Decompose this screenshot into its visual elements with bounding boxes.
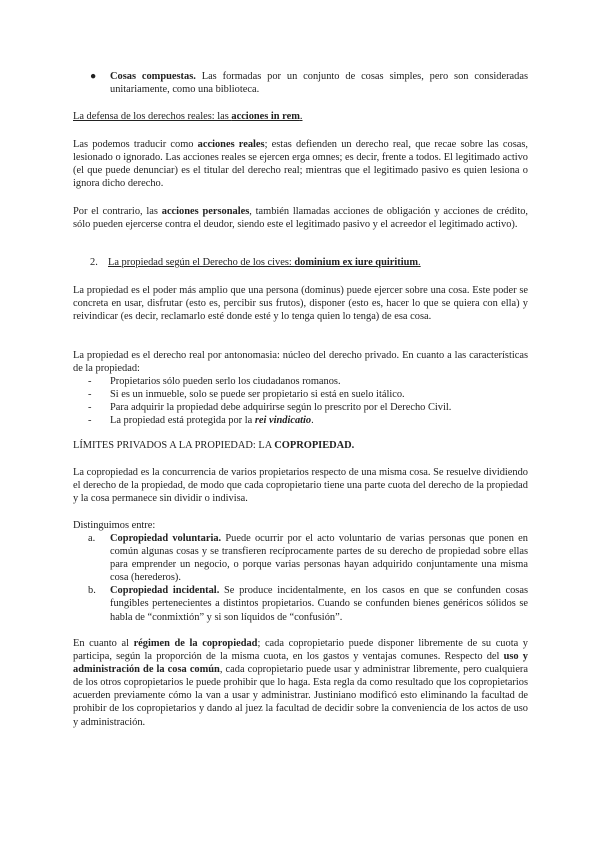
- bold-term: régimen de la copropiedad: [133, 638, 258, 649]
- list-item-suffix: .: [311, 415, 314, 427]
- paragraph-acciones-personales: [73, 205, 528, 231]
- list-item-text: Propietarios sólo pueden serlo los ciudadanos romanos.: [110, 376, 341, 387]
- list-item-bold-text: Copropiedad voluntaria.: [110, 533, 222, 544]
- heading-text: La propiedad según el Derecho de los cives:: [108, 257, 295, 268]
- paragraph-text: , cada copropietario puede usar y administrar libremente, pero cualquiera de los otros copropietarios le puede prohibir que lo haga. Esta regla da como resultado que los copropietarios acuerden previamente cómo la van a usar y administrar. Justiniano modificó esto eliminando la facultad de prohibir de los copropietarios y dando al juez la facultad de decidir sobre la conveniencia de los actos de uso y administración.: [73, 664, 528, 728]
- copropiedad-types-list: [88, 532, 528, 624]
- heading-text: LÍMITES PRIVADOS A LA PROPIEDAD: LA: [73, 440, 275, 451]
- paragraph-text: La propiedad es el poder más amplio que una persona (dominus) puede ejercer sobre una cosa. Este poder se concreta en usar, disfrutar (esto es, percibir sus frutos), disponer (esto es, hacer lo que se quiera con ella) y reivindicar (es decir, reclamarlo esté donde esté y lo tenga quien lo tenga) de esa cosa.: [73, 285, 528, 323]
- list-item: [88, 584, 528, 623]
- paragraph-text: En cuanto al: [73, 638, 134, 649]
- list-item-text: Si es un inmueble, solo se puede ser propietario si está en suelo itálico.: [110, 389, 405, 401]
- bold-term: acciones personales: [161, 206, 250, 217]
- list-item: [88, 388, 528, 401]
- list-item-text: Puede ocurrir por el acto voluntario de varias personas que ponen en común algunas cosas y se transfieren recíprocamente partes de su derecho de propiedad sobre ellas para emprender un negocio, o porque varias personas hayan adquirido conjuntamente una misma cosa (herederos).: [110, 533, 528, 584]
- paragraph-acciones-reales: [73, 138, 528, 190]
- paragraph-text: , también llamadas acciones de obligación y acciones de crédito, sólo pueden ejercerse contra el deudor, siendo este el legitimado pasivo y el acreedor el legitimado activo).: [73, 206, 529, 231]
- heading-text: La defensa de los derechos reales: las: [73, 111, 232, 122]
- heading-bold-text: dominium ex iure quiritium: [294, 257, 419, 268]
- paragraph-text: Las podemos traducir como: [73, 139, 198, 150]
- paragraph-propiedad-caracteristicas: [73, 349, 528, 375]
- dash-marker: -: [88, 415, 92, 427]
- list-item: [88, 414, 528, 427]
- dash-marker: -: [88, 376, 92, 387]
- heading-bold-text: COPROPIEDAD.: [274, 440, 355, 451]
- list-item-text: Se produce incidentalmente, en los casos en que se confunden cosas fungibles pertenecientes a distintos propietarios. Cuando se confunden bienes genéricos sólidos se habla de “conmixtión” y si son líquidos de “confusión”.: [110, 585, 528, 623]
- heading-bold-text: acciones in rem: [231, 111, 300, 122]
- paragraph-text: La propiedad es el derecho real por antonomasia: núcleo del derecho privado. En cuanto a las características de la propiedad:: [73, 350, 528, 375]
- bullet-text: Las formadas por un conjunto de cosas simples, pero son consideradas unitariamente, como una biblioteca.: [110, 71, 528, 96]
- list-item-text: La propiedad está protegida por la: [110, 415, 255, 427]
- paragraph-propiedad-definicion: [73, 284, 528, 323]
- paragraph-text: ; cada copropietario puede disponer libremente de su cuota y participa, según la proporción de la misma cuota, en los gastos y ventajas comunes. Respecto del: [73, 638, 528, 663]
- distinguimos-label: [73, 519, 528, 532]
- bullet-list: [90, 70, 528, 96]
- heading-number: 2.: [90, 257, 98, 268]
- heading-suffix: .: [299, 111, 303, 122]
- alpha-marker: a.: [88, 533, 96, 544]
- bullet-term: Cosas compuestas.: [110, 71, 196, 82]
- list-item: [88, 375, 528, 388]
- dash-marker: -: [88, 402, 92, 414]
- paragraph-text: Por el contrario, las: [73, 206, 162, 217]
- list-item-bold-text: Copropiedad incidental.: [110, 585, 220, 597]
- alpha-marker: b.: [88, 585, 96, 597]
- paragraph-regimen: [73, 637, 528, 729]
- bold-term: uso y administración de la cosa común: [73, 651, 528, 676]
- heading-suffix: .: [418, 257, 421, 268]
- bold-term: acciones reales: [197, 139, 265, 150]
- bullet-marker: ●: [90, 71, 97, 82]
- paragraph-text: ; estas defienden un derecho real, que recae sobre las cosas, lesionado o ignorado. Las acciones reales se ejercen erga omnes; es decir, frente a todos. El legitimado activo (el que puede denunciar) es el titular del derecho real; mientras que el legitimado pasivo es quien lesiona o ignora dicho derecho.: [73, 139, 529, 190]
- list-item-text: Para adquirir la propiedad debe adquirirse según lo prescrito por el Derecho Civil.: [110, 402, 452, 414]
- list-item: [88, 401, 528, 414]
- paragraph-copropiedad: [73, 466, 528, 505]
- list-item: [90, 70, 528, 96]
- section-heading-limites: [73, 439, 528, 452]
- list-item-bold-text: rei vindicatio: [254, 415, 312, 427]
- section-heading-defensa: [73, 110, 528, 123]
- dash-marker: -: [88, 389, 92, 401]
- caracteristicas-list: [88, 375, 528, 427]
- list-item: [88, 532, 528, 584]
- paragraph-text: La copropiedad es la concurrencia de varios propietarios respecto de una misma cosa. Se resuelve dividiendo el derecho de la propiedad, de modo que cada copropietario tiene una parte cuota del derecho de la propiedad y la cosa permanece sin dividir o indivisa.: [73, 467, 528, 505]
- paragraph-text: Distinguimos entre:: [73, 520, 156, 531]
- section-heading-propiedad: [90, 256, 528, 269]
